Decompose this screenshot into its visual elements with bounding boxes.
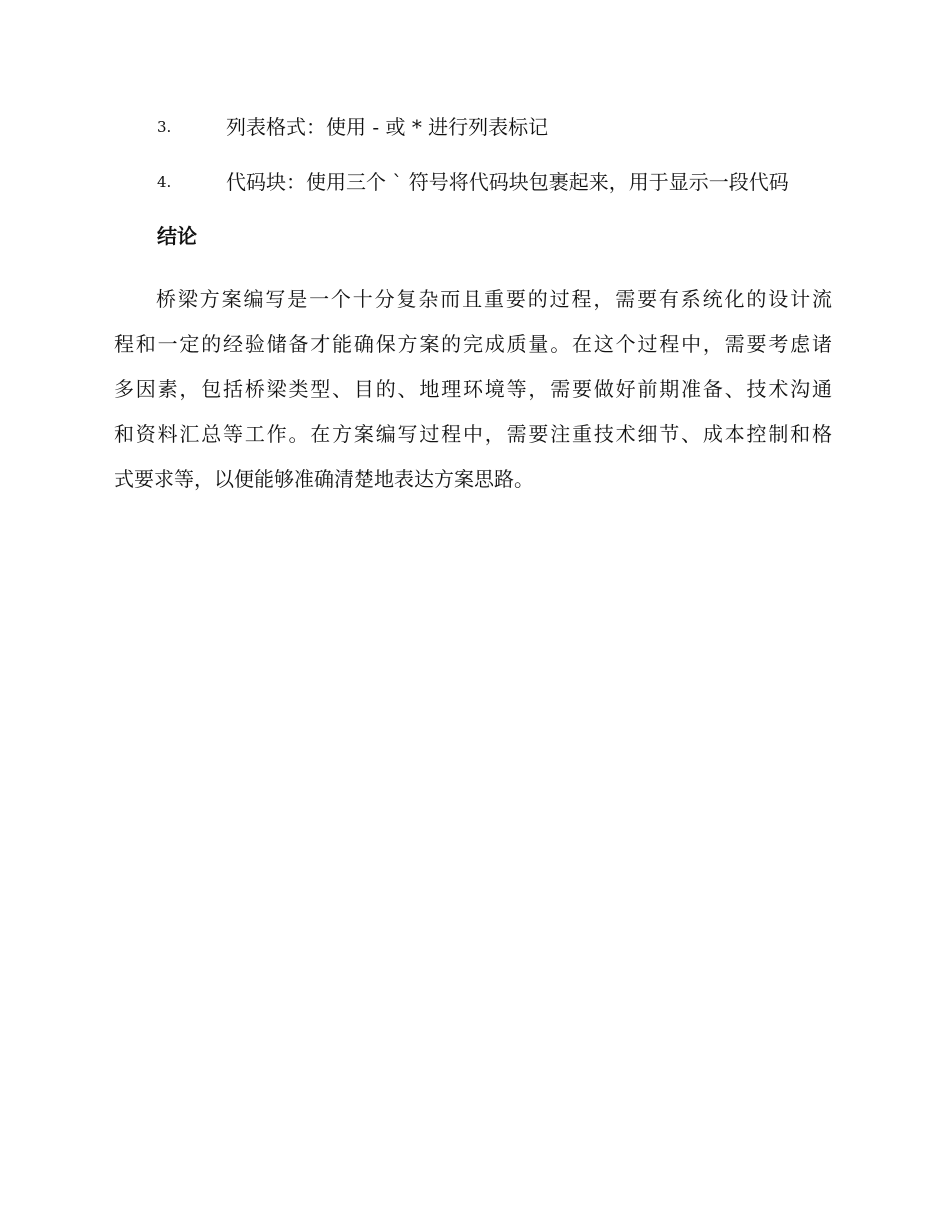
paragraph-line: 桥梁方案编写是一个十分复杂而且重要的过程，需要有系统化的设计流 <box>156 287 832 311</box>
paragraph-line: 和资料汇总等工作。在方案编写过程中，需要注重技术细节、成本控制和格 <box>114 422 832 446</box>
list-item-number: 4. <box>157 173 172 191</box>
conclusion-paragraph <box>114 277 832 502</box>
list-item-text: 列表格式：使用 - 或 * 进行列表标记 <box>226 115 549 139</box>
list-item-number: 3. <box>157 118 172 136</box>
section-heading-conclusion: 结论 <box>157 224 197 248</box>
paragraph-line: 多因素，包括桥梁类型、目的、地理环境等，需要做好前期准备、技术沟通 <box>114 377 832 401</box>
paragraph-line: 程和一定的经验储备才能确保方案的完成质量。在这个过程中，需要考虑诸 <box>114 332 832 356</box>
paragraph-line: 式要求等，以便能够准确清楚地表达方案思路。 <box>114 467 534 491</box>
list-item-text: 代码块：使用三个 ` 符号将代码块包裹起来，用于显示一段代码 <box>226 170 789 194</box>
